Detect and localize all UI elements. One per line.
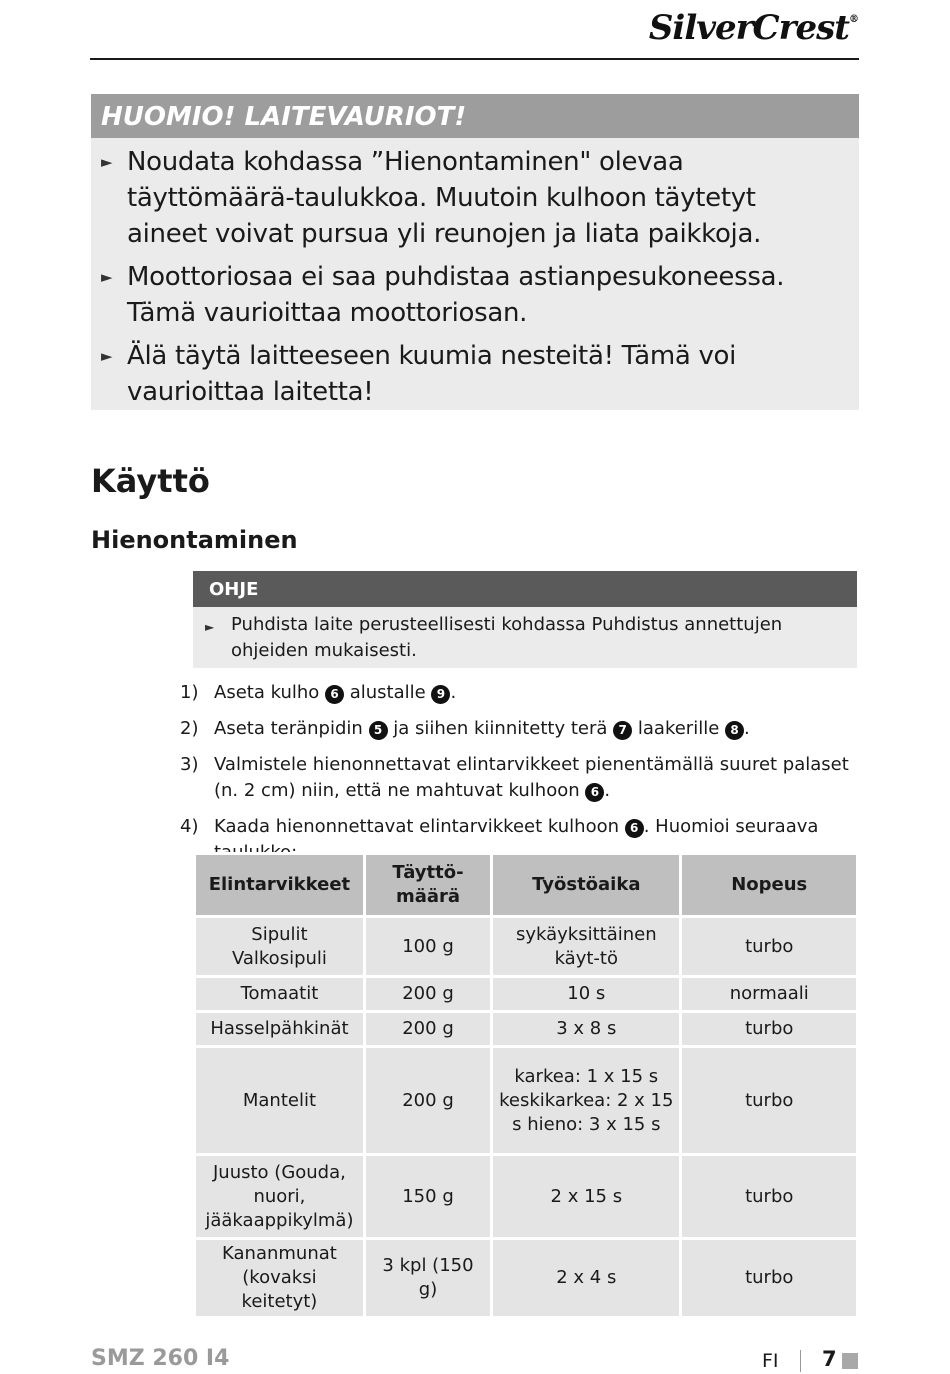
column-header: Työstöaika [492,854,681,917]
table-cell: Tomaatit [195,977,365,1012]
step-item: 2) Aseta teränpidin 5 ja siihen kiinnitetty terä 7 laakerille 8 . [180,718,750,739]
table-cell: 100 g [364,917,491,977]
ref-number-badge: 8 [725,721,744,740]
warning-list [91,138,859,410]
arrow-icon: ► [101,153,113,171]
fill-quantity-table [193,852,859,1319]
note-title: OHJE [193,571,857,607]
ref-number-badge: 6 [585,783,604,802]
table-cell: turbo [681,1155,858,1239]
column-header: Täyttö-määrä [364,854,491,917]
table-cell: normaali [681,977,858,1012]
table-cell: 3 x 8 s [492,1012,681,1047]
table-header-row [195,854,858,917]
footer-divider [800,1350,801,1372]
step-item: 3) Valmistele hienonnettavat elintarvikkeet pienentämällä suuret palaset (n. 2 cm) niin, että ne mahtuvat kulhoon 6 . [180,754,849,801]
warning-item: ► Noudata kohdassa ”Hienontaminen" olevaa täyttömäärä-taulukkoa. Muutoin kulhoon täytetyt aineet voivat pursua yli reunojen ja liata paikkoja. [127,144,839,252]
table-cell: karkea: 1 x 15 s keskikarkea: 2 x 15 s hieno: 3 x 15 s [492,1047,681,1155]
table-cell: Sipulit Valkosipuli [195,917,365,977]
table-row [195,1239,858,1318]
table-row [195,1012,858,1047]
table-cell: turbo [681,917,858,977]
table-cell: turbo [681,1047,858,1155]
table-cell: turbo [681,1012,858,1047]
column-header: Nopeus [681,854,858,917]
table-cell: Mantelit [195,1047,365,1155]
table-cell: turbo [681,1239,858,1318]
page-marker-square [842,1353,858,1369]
warning-item: ► Älä täytä laitteeseen kuumia nesteitä! Tämä voi vaurioittaa laitetta! [127,338,839,410]
table-cell: 150 g [364,1155,491,1239]
ref-number-badge: 6 [325,685,344,704]
note-text: ► Puhdista laite perusteellisesti kohdassa Puhdistus annettujen ohjeiden mukaisesti. [205,614,783,661]
ref-number-badge: 7 [613,721,632,740]
page-number: 7 [822,1347,837,1371]
section-title: Käyttö [91,462,210,500]
ref-number-badge: 5 [369,721,388,740]
steps-list [180,680,860,876]
table-cell: 200 g [364,1012,491,1047]
subsection-title: Hienontaminen [91,526,298,554]
footer-model-number: SMZ 260 I4 [91,1346,230,1371]
table-cell: 2 x 15 s [492,1155,681,1239]
footer-language: FI [762,1350,779,1372]
table-cell: sykäyksittäinen käyt-tö [492,917,681,977]
table-cell: 200 g [364,1047,491,1155]
arrow-icon: ► [101,268,113,286]
table-cell: Hasselpähkinät [195,1012,365,1047]
step-item: 1) Aseta kulho 6 alustalle 9 . [180,682,457,703]
arrow-icon: ► [101,347,113,365]
ref-number-badge: 6 [625,819,644,838]
table-cell: Juusto (Gouda, nuori, jääkaappikylmä) [195,1155,365,1239]
brand-logo: SilverCrest® [648,8,858,48]
table-row [195,977,858,1012]
column-header: Elintarvikkeet [195,854,365,917]
table-cell: 2 x 4 s [492,1239,681,1318]
table-row [195,1155,858,1239]
warning-item: ► Moottoriosaa ei saa puhdistaa astianpesukoneessa. Tämä vaurioittaa moottoriosan. [127,259,839,331]
table-cell: Kananmunat (kovaksi keitetyt) [195,1239,365,1318]
step-item: 4) Kaada hienonnettavat elintarvikkeet kulhoon 6 . Huomioi seuraava [180,816,819,837]
warning-title: HUOMIO! LAITEVAURIOT! [91,94,859,138]
table-row [195,1047,858,1155]
ref-number-badge: 9 [431,685,450,704]
table-cell: 10 s [492,977,681,1012]
table-cell: 3 kpl (150 g) [364,1239,491,1318]
arrow-icon: ► [205,620,215,634]
header-rule [90,58,859,60]
note-box [193,571,857,668]
table-cell: 200 g [364,977,491,1012]
warning-box [91,94,859,410]
table-row [195,917,858,977]
